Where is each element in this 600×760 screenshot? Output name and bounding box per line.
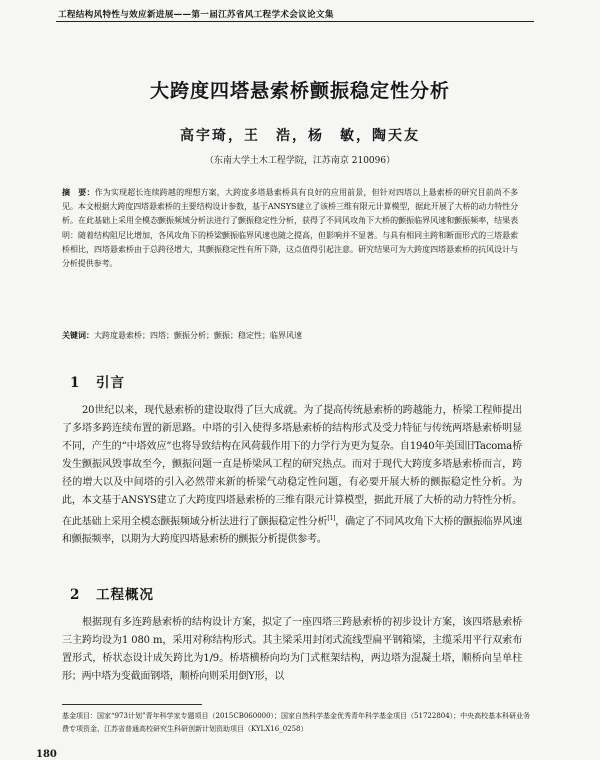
abstract-label: 摘 要： <box>62 187 95 197</box>
section-title: 引言 <box>96 375 125 391</box>
footnote-rule <box>62 704 202 705</box>
paragraph-text-end: ，确定了不同风攻角下大桥的颤振临界风速和颤振频率，以期为大跨度四塔悬索桥的颤振分析提供参考。 <box>62 516 522 546</box>
section-number: 1 <box>70 375 81 391</box>
affiliation: （东南大学土木工程学院，江苏南京 210096） <box>204 156 396 166</box>
footnote: 基金项目：国家“973计划”青年科学家专题项目（2015CB060000）；国家自然科学基金优秀青年科学基金项目（51722804）；中央高校基本科研业务费专项资金、江苏省普通高校研究生科研创新计划资助项目（KYLX16_0258） <box>62 712 531 733</box>
header-rule <box>56 21 534 22</box>
paragraph-text: 20世纪以来，现代悬索桥的建设取得了巨大成就。为了提高传统悬索桥的跨越能力，桥梁工程师提出了多塔多跨连续布置的新思路。中塔的引入使得多塔悬索桥的结构形式及受力特征与传统两塔悬索桥明显不同，产生的“中塔效应”也将导致结构在风荷载作用下的力学行为更为复杂。自1940年美国旧Tacoma桥发生颤振风毁事故至今，颤振问题一直是桥梁风工程的研究热点。而对于现代大跨度多塔悬索桥而言，跨径的增大以及中间塔的引入必然带来新的桥梁气动稳定性问题，有必要开展大桥的颤振稳定性分析。为此，本文基于ANSYS建立了大跨度四塔悬索桥的三维有限元计算模型，据此开展了大桥的动力特性分析。在此基础上采用全模态颤振频域分析法进行了颤振稳定性分析 <box>62 405 522 528</box>
page-number: 180 <box>36 749 57 760</box>
overview-paragraph: 根据现有多连跨悬索桥的结构设计方案，拟定了一座四塔三跨悬索桥的初步设计方案，该四塔悬索桥三主跨均设为1 080 m，采用对称结构形式。其主梁采用封闭式流线型扁平钢箱梁，主缆采用平行双索布置形式，桥状态设计成矢跨比为1/9。桥塔横桥向均为门式框架结构，两边塔为混凝土塔，顺桥向呈单柱形；两中塔为变截面钢塔，顺桥向则采用倒Y形，以 <box>62 617 522 682</box>
authors: 高宇琦，王 浩，杨 敏，陶天友 <box>180 128 420 144</box>
abstract-text: 作为实现超长连续跨越的理想方案，大跨度多塔悬索桥具有良好的应用前景，但针对四塔以上悬索桥的研究目前尚不多见。本文根据大跨度四塔悬索桥的主要结构设计参数，基于ANSYS建立了该桥三维有限元计算模型，据此开展了大桥的动力特性分析。在此基础上采用全模态颤振频域分析法进行了颤振稳定性分析，获得了不同风攻角下大桥的颤振临界风速和颤振频率，结果表明：随着结构阻尼比增加，各风攻角下的桥梁颤振临界风速也随之提高，但影响并不显著。与具有相同主跨和断面形式的三塔悬索桥相比，四塔悬索桥由于总跨径增大，其颤振稳定性有所下降，这点值得引起注意。研究结果可为大跨度四塔悬索桥的抗风设计与分析提供参考。 <box>62 188 518 269</box>
introduction-paragraph <box>62 402 522 549</box>
running-header: 工程结构风特性与效应新进展——第一届江苏省风工程学术会议论文集 <box>58 10 334 20</box>
keywords-label: 关键词： <box>62 330 94 340</box>
paper-title: 大跨度四塔悬索桥颤振稳定性分析 <box>149 80 450 102</box>
section-title: 工程概况 <box>96 587 154 603</box>
section-heading-introduction <box>70 371 125 391</box>
section-number: 2 <box>70 587 81 603</box>
abstract <box>62 185 518 271</box>
citation: [1] <box>327 515 336 522</box>
keywords <box>62 330 518 341</box>
section-heading-overview <box>70 583 154 603</box>
keywords-text: 大跨度悬索桥；四塔；颤振分析；颤振；稳定性；临界风速 <box>94 331 302 340</box>
